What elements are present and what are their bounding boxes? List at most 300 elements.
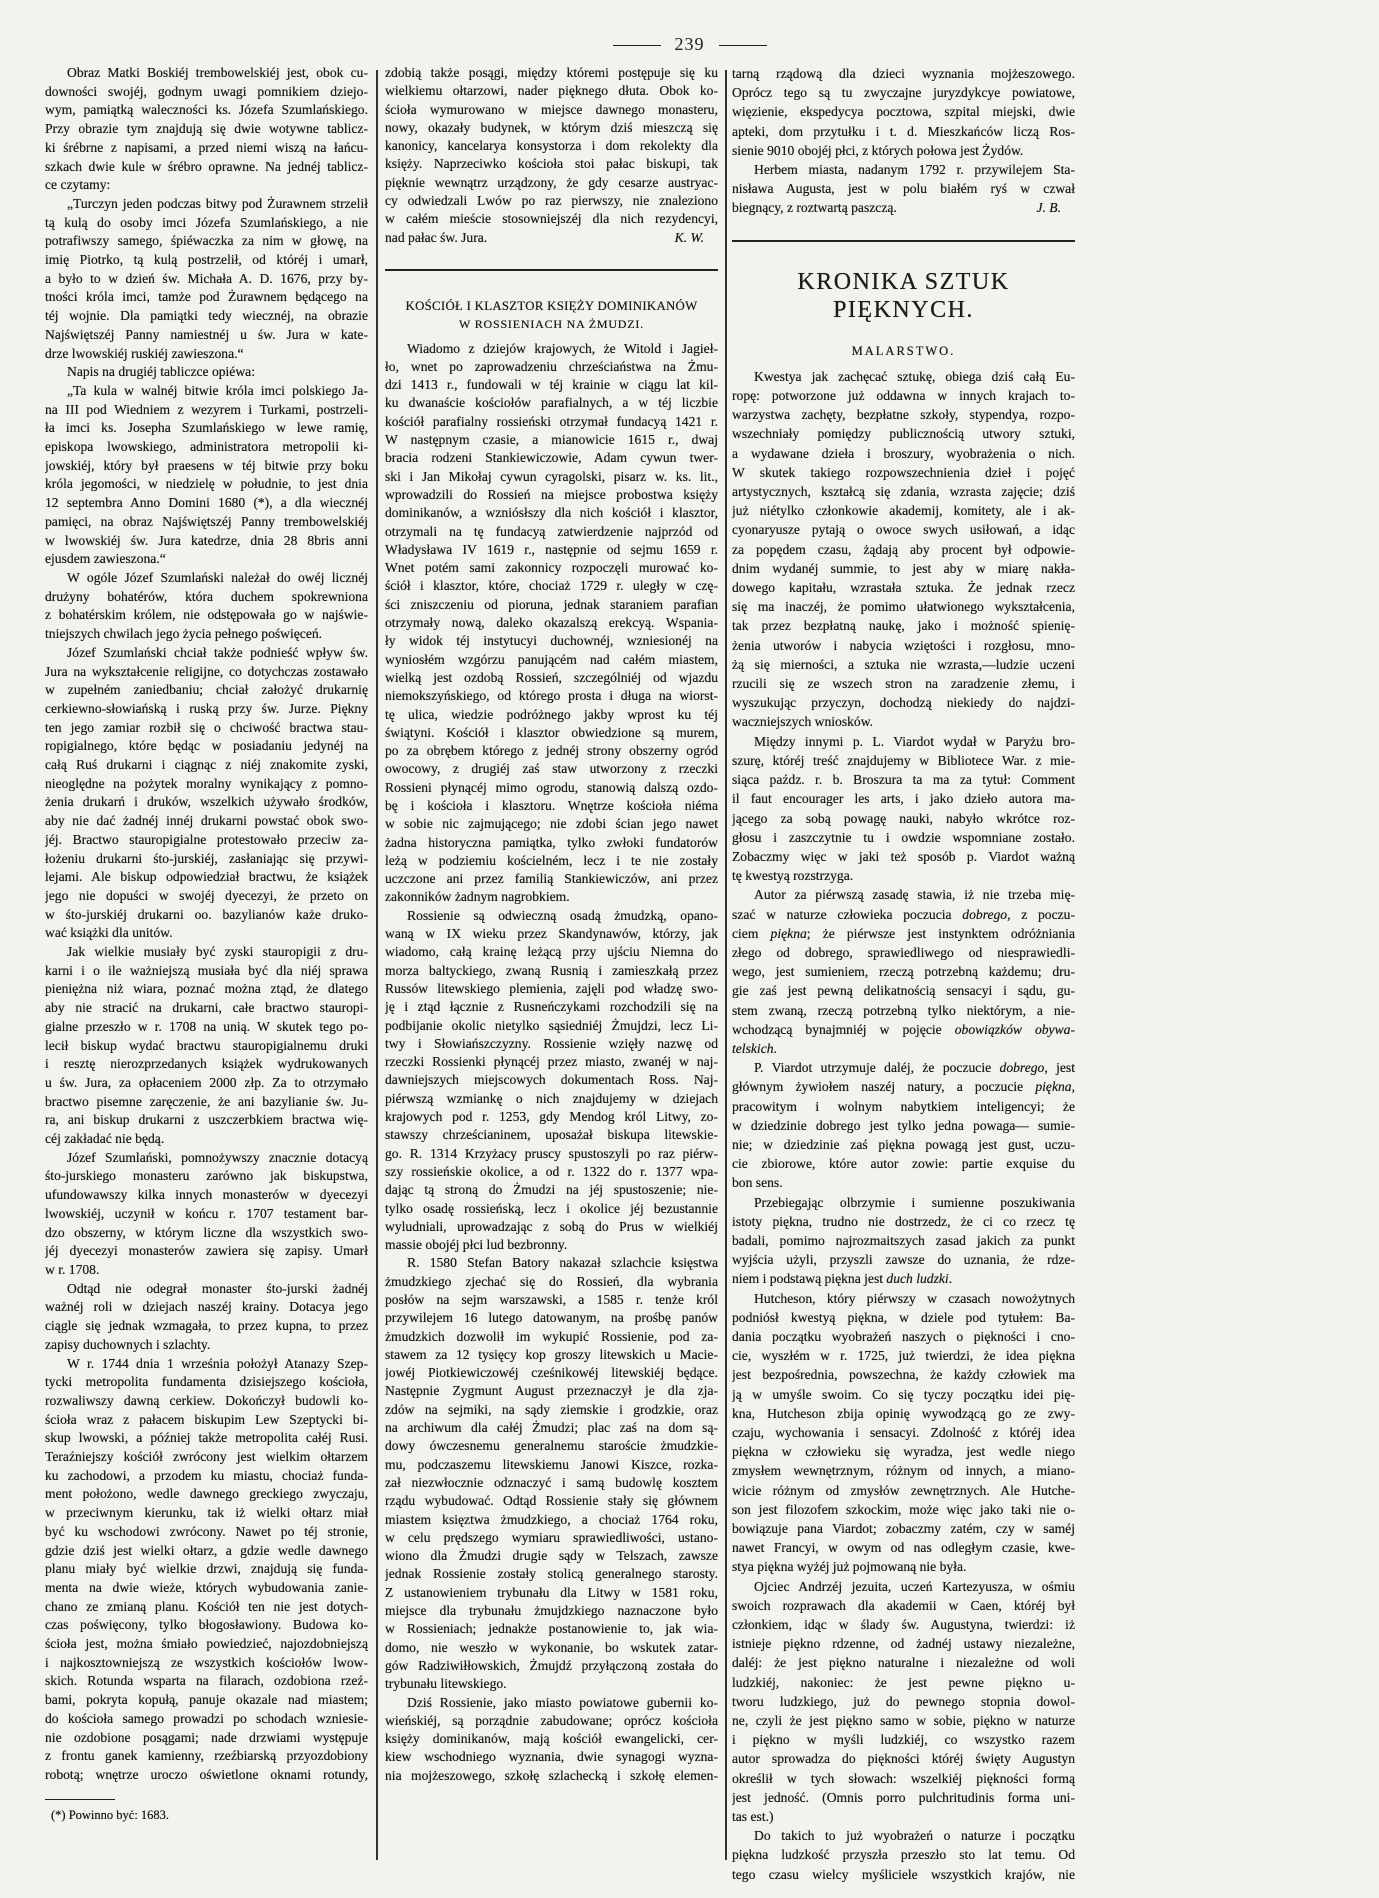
italic-text: dobrego [999, 1060, 1045, 1076]
text-line: ropę: potworzone już oddawna w innych krajach to- [732, 388, 1075, 404]
text-line: ciągle się jednak wzmagała, to przez kupna, to przez [45, 1318, 368, 1334]
text-line: Oprócz tego są tu zwyczajne juryzdykcye powiatowe, [732, 85, 1075, 101]
text-segment: nad pałac św. Jura. [385, 229, 488, 245]
text-line: gie zaś jest pewną delikatnością sensacyi i sądu, gu- [732, 983, 1075, 999]
text-line: cie, wyszłém w r. 1725, już twierdzi, że idea piękna [732, 1348, 1075, 1364]
text-line: wielkiemu ołtarzowi, nader pięknego dłuta. Obok ko- [385, 83, 718, 99]
text-line: skup lwowski, a później także metropolita całéj Rusi. [45, 1430, 368, 1446]
text-line: nieoględne na pożytek moralny wynikający z pomno- [45, 775, 368, 791]
text-line: mu, podczaszemu litewskiemu Janowi Kiszce, rozka- [385, 1456, 718, 1472]
paragraph [45, 644, 368, 943]
text-line: artystycznych, kształcą się zdania, wzrasta zajęcie; dziś [732, 484, 1075, 500]
text-line: warzystwa zachęty, bezpłatne szkoły, stypendya, rozpo- [732, 407, 1075, 423]
text-line: przywilejem 16 lutego datowanym, na prośbę panów [385, 1310, 718, 1326]
text-line: tę kwestyą rozstrzyga. [732, 868, 854, 884]
text-line: zał niezwłocznie odznaczyć i samą budowlę kosztem [385, 1474, 718, 1490]
text-line: W następnym czasie, a mianowicie 1615 r., dwaj [385, 432, 718, 448]
text-line: określił w tych słowach: wszelkiéj piękności formą [732, 1770, 1075, 1786]
footnote: (*) Powinno być: 1683. [51, 1807, 170, 1822]
text-line: dzi 1413 r., fundowali w téj krainie w ciągu lat kil- [385, 377, 718, 393]
text-line: i resztę nierozprzedanych książek wydrukowanych [45, 1056, 368, 1072]
text-line: otrzymali na tę fundacyą zatwierdzenie najprzód od [385, 523, 718, 539]
text-line: skich. Rotunda wsparta na filarach, ozdobiona rzeź- [45, 1673, 368, 1689]
text-line: planu miały być wielkie drzwi, znajdują się funda- [45, 1561, 368, 1577]
text-line: son jest filozofem szkockim, może więc jako taki nie o- [732, 1501, 1075, 1517]
paragraph [732, 1058, 1075, 1192]
text-line: piękna w człowieku się wyradza, jest wedle niego [732, 1444, 1075, 1460]
text-line: gdzie dziś jest wielki ołtarz, a gdzie wedle dawnego [45, 1542, 368, 1558]
text-line: Napis na drugiéj tabliczce opiéwa: [67, 364, 255, 380]
text-line: kanonicy, kancelarya konsystorza i dom rekolekty dla [385, 138, 718, 154]
text-line: wać książki dla unitów. [45, 925, 173, 941]
paragraph [45, 363, 368, 382]
text-line: „Ta kula w walnéj bitwie króla imci polskiego Ja- [67, 382, 368, 398]
text-line: członkiem, idąc w ślady św. Augustyna, twierdzi: iż [732, 1617, 1075, 1633]
text-line: cie zbiorowe, które autor zowie: partie exquise du [732, 1156, 1075, 1172]
text-line: tego czasu wielcy myśliciele wszystkich krajów, nie [732, 1866, 1075, 1882]
text-line: cy odwiedzali Lwów po raz pierwszy, nie znaleziono [385, 193, 718, 209]
text-line: wszechniały pomiędzy publicznością utwory sztuki, [732, 426, 1075, 442]
text-line: śto-jurskiego monasteru zarówno jak biskupstwa, [45, 1168, 368, 1184]
paragraph [732, 1193, 1075, 1289]
text-line: domo, nie weszło w wykonanie, bo wskutek zatar- [385, 1639, 718, 1655]
text-line: gów Radziwiłłowskich, Żmujdź przyłączoną została do [385, 1657, 718, 1673]
text-line: bę i kościoła i klasztoru. Wnętrze kościoła niéma [385, 797, 718, 813]
text-line: ski i Jan Mikołaj cywun cyragolski, pisarz w. ks. lit., [385, 468, 718, 484]
text-line: zmysłem wewnętrznym, różnym od innych, a miano- [732, 1463, 1075, 1479]
text-line: piękna ludzkość przyszła przeszło sto lat temu. Od [732, 1847, 1075, 1863]
text-line: aby nie stracić na drukarni, całe bractwo stauropi- [45, 1000, 368, 1016]
text-line: ludzkiéj, nakoniec: że jest pewne piękno u- [732, 1674, 1075, 1690]
text-line: w dziedzinie dobrego jest tylko jedna powaga— sumie- [732, 1117, 1075, 1133]
text-line: na archiwum dla całéj Żmudzi; plac zaś na dom są- [385, 1420, 718, 1436]
text-line: bami, pokryta kopułą, panuje okazale nad miastem; [45, 1692, 368, 1708]
text-line: jednak Rossienie zostały stolicą generalnego starosty. [385, 1566, 718, 1582]
text-line: łożeniu drukarni śto-jurskiéj, zasłaniając się przywi- [45, 850, 368, 866]
text-line: waną w IX wieku przez Skandynawów, którzy, jak [385, 926, 718, 942]
text-line [732, 1058, 1075, 1077]
text-line: żenia drukarń i druków, wszelkich używało środków, [45, 794, 368, 810]
text-line: dając tą stroną do Żmudzi na jéj spustoszenie; nie- [385, 1182, 718, 1198]
text-line [732, 1269, 1075, 1288]
text-line: księży. Naprzeciwko kościoła stoi pałac biskupi, tak [385, 156, 718, 172]
text-line: lwowskiéj, uczynił w końcu r. 1707 testament bar- [45, 1205, 368, 1221]
text-line: ufundowawszy kilka innych monasterów w dyecezyi [45, 1187, 368, 1203]
text-line: Do takich to już wyobrażeń o naturze i początku [754, 1828, 1075, 1844]
text-line: il faut encourager les arts, i jako dzieło autora ma- [732, 791, 1075, 807]
text-line: tę ulica, wiedzie podróżnego jakby wprost ku téj [385, 706, 718, 722]
page-number-dash-left [613, 45, 661, 46]
section-subtitle: MALARSTWO. [851, 343, 956, 358]
text-line: tylko osadę rossieńską, lecz i okolice jéj bezustannie [385, 1200, 718, 1216]
text-line: ne, czyli że jest piękno samo w sobie, piękno w naturze [732, 1713, 1075, 1729]
paragraph [45, 1280, 368, 1355]
text-line: drze lwowskiéj ruskiéj zawieszona.“ [45, 345, 244, 361]
text-line: siąca paźdz. r. b. Broszura ta ma za tytuł: Comment [732, 772, 1075, 788]
text-line: aby nie dać żadnéj innéj drukarni powstać obok swo- [45, 813, 368, 829]
column-divider [725, 70, 727, 1860]
text-line: ten jego zamiar rozbił się o chciwość bractwa stau- [45, 719, 368, 735]
text-line: w zupełném zaniedbaniu; chciał założyć drukarnię [45, 682, 368, 698]
paragraph [385, 1694, 718, 1785]
text-line: posłów na sejm warszawski, a 1585 r. tenże król [385, 1292, 718, 1307]
text-line: żą się mierności, a sztuka nie wzrasta,—ludzie uczeni [732, 656, 1075, 672]
text-line: tak przez bezpłatną naukę, jako i możność spienię- [732, 618, 1075, 634]
text-line: już niétylko członkowie akademij, komitety, ale i ak- [732, 503, 1075, 519]
text-line: jest jedność. (Omnis porro pulchritudinis forma uni- [732, 1789, 1075, 1805]
text-line: go. R. 1314 Krzyżacy pruscy spustoszyli po raz piérw- [385, 1145, 718, 1161]
text-line: ki śrébrne z napisami, a przed niemi wiszą na łańcu- [45, 139, 368, 155]
text-line: lejami. Ale biskup odpowiedział bractwu, że książek [45, 869, 368, 885]
page-number [0, 34, 1379, 55]
text-line: Z ustanowieniem trybunału dla Litwy w 1581 roku, [385, 1584, 718, 1600]
text-line [732, 1077, 1075, 1096]
text-line: ły widok téj instytucyi duchownéj, wzniesionéj na [385, 633, 718, 649]
text-line: Odtąd nie odegrał monaster śto-jurski żadnéj [67, 1280, 368, 1296]
text-line: ment położono, wedle dawnego greckiego zwyczaju, [45, 1486, 368, 1502]
text-line: stawszy chrześcianinem, uposażał biskupa litewskie- [385, 1127, 718, 1143]
text-line: robotą; wnętrze uroczo oświetlone oknami rotundy, [45, 1766, 368, 1782]
text-line: bon sens. [732, 1175, 783, 1191]
paragraph [385, 64, 718, 247]
text-line: rządu wybudować. Odtąd Rossienie stały się głównem [385, 1493, 718, 1509]
text-line: dowego kapitału, wzrastała sztuka. Że jednak rzecz [732, 580, 1075, 596]
text-line: kiew wschodniego wyznania, dwie synagogi wyzna- [385, 1749, 718, 1765]
text-line: pieniężna niż wiara, poznać można ztąd, że dlatego [45, 981, 368, 997]
text-line: żenia utworów i nabycia wziętości i rozgłosu, mno- [732, 637, 1075, 653]
text-line: wego, jest sumieniem, rzeczą potrzebną każdemu; dru- [732, 964, 1075, 980]
page-number-dash-right [719, 45, 767, 46]
text-line: kościół parafialny rossieński otrzymał fundacyą 1421 r. [385, 413, 718, 429]
text-line: nie ozdobione posągami; nade drzwiami występuje [45, 1729, 368, 1745]
italic-text: piękna [1035, 1079, 1072, 1095]
text-line: zdobią także posągi, między któremi postępuje się ku [385, 65, 718, 80]
text-line: Jak wielkie musiały być zyski stauropigii z dru- [67, 944, 368, 960]
text-line: morza baltyckiego, zwaną Rusnią i zamieszkałą przez [385, 962, 718, 978]
text-line: pięknie wewnątrz urządzony, że gdy cesarze austryac- [385, 174, 718, 190]
text-segment: szać w naturze człowieka poczucia [732, 906, 963, 922]
text-line: żmudzkich dozwolił im wykupić Rossienie, pod za- [385, 1328, 718, 1344]
text-line: ropigialnego, które będąc w posiadaniu jedynéj na [45, 738, 368, 754]
text-line: wiono dla Żmudzi drugie sądy w Telszach, zawsze [385, 1548, 718, 1564]
text-line: całą Ruś drukarni i ciągnąc z niéj znakomite zyski, [45, 757, 368, 773]
text-line: Obraz Matki Boskiéj trembowelskiéj jest, obok cu- [67, 65, 368, 80]
text-line: Hutcheson, który piérwszy w czasach nowożytnych [754, 1290, 1075, 1306]
text-segment: , [1071, 1079, 1075, 1095]
text-line: w celu prędszego wymiaru sprawiedliwości, ustano- [385, 1529, 718, 1545]
text-line: za popędem czasu, żądają aby procent był odpowie- [732, 541, 1075, 557]
column-1 [45, 64, 368, 1824]
text-line: lecił biskup wydać bractwu stauropigialnemu druki [45, 1037, 368, 1053]
article-subheading: W ROSSIENIACH NA ŻMUDZI. [459, 317, 644, 332]
text-line: pracowitym i wolnym nabytkiem inteligencyi; że [732, 1098, 1075, 1114]
text-line: 12 septembra Anno Domini 1680 (*), a dla wiecznéj [45, 495, 368, 511]
text-segment: , z poczu- [1007, 906, 1075, 922]
text-line: ściół i klasztor, które, chociaż 1729 r. uległy w czę- [385, 578, 718, 594]
text-line: dnim wydanéj summie, to jest aby w miarę nakła- [732, 560, 1075, 576]
text-line: Autor za piérwszą zasadę stawia, iż nie trzeba mię- [754, 887, 1075, 903]
text-line: i piękno w myśli ludzkiéj, co wszystko razem [732, 1732, 1075, 1748]
text-line: nia mojżeszowego, szkołę szlachecką i szkołę elemen- [385, 1767, 718, 1783]
text-line: u św. Jura, za opłaceniem 2000 złp. Za to otrzymało [45, 1074, 368, 1090]
text-line: ści zniszczeniu od pioruna, jednak staraniem parafian [385, 596, 718, 612]
text-line: a wydawane dzieła i broszury, wyobrażenia o nich. [732, 445, 1075, 461]
italic-text: duch ludzki [886, 1271, 949, 1287]
paragraph [45, 1355, 368, 1785]
text-line: Ojciec Andrzéj jezuita, uczeń Kartezyusza, w ośmiu [754, 1578, 1075, 1594]
text-line: Rossienie są odwieczną osadą żmudzką, opano- [407, 907, 718, 923]
text-line: Najświętszéj Panny namiestnéj u św. Jura w kate- [45, 326, 368, 342]
text-line: się ma inaczéj, że pomimo ułatwionego wykształcenia, [732, 599, 1075, 615]
text-line: rzucili się ze wszech stron na zaradzenie złemu, i [732, 676, 1075, 692]
text-line: dania początku wyobrażeń naszych o piękności i cno- [732, 1328, 1075, 1344]
text-line: zdów na sejmiki, na sądy ziemskie i grodzkie, oraz [385, 1401, 718, 1417]
section-title: KRONIKA SZTUK PIĘKNYCH. [797, 268, 1010, 323]
text-line: jest bezpośrednia, powszechna, że każdy człowiek ma [732, 1367, 1075, 1383]
text-line: Józef Szumlański chciał także podnieść wpływ św. [67, 644, 368, 660]
text-line: szkach dwie kule w śrébro oprawne. Na jednéj tablicz- [45, 158, 368, 174]
text-segment: ; że piérwsze jest instynktem odróżniania [806, 925, 1075, 941]
text-line: ła imci ks. Josepha Szumlańskiego w lewe ramię, [45, 420, 368, 436]
text-line: bractwo pisemne zaręczenie, że ani bazylianie św. Ju- [45, 1093, 368, 1109]
text-line: w lwowskiéj św. Jura katedrze, dnia 28 8bris anni [45, 532, 368, 548]
text-line: dawniejszych miejscowych dokumentach Ross. Naj- [385, 1072, 718, 1088]
text-line: Wiadomo z dziejów krajowych, że Witold i Jagieł- [407, 340, 718, 356]
text-line: Herbem miasta, nadanym 1792 r. przywilejem Sta- [754, 162, 1075, 178]
text-line: więzienie, ekspedycya pocztowa, szpital miejski, dwie [732, 104, 1075, 120]
text-line: téj wojnie. Dla pamiątki tedy wiecznéj, na obrazie [45, 308, 368, 324]
column-divider [376, 70, 378, 1860]
text-line: jowéj Piotkiewiczowéj cześnikowéj litewskiéj będące. [385, 1365, 718, 1381]
italic-text: obowiązków obywa- [954, 1021, 1075, 1037]
text-line: Zobaczmy więc w jaki też sposób p. Viardot ważną [732, 848, 1075, 864]
text-line: leżą w podziemiu kościelném, lecz i te nie zostały [385, 852, 718, 868]
text-line: Dziś Rossienie, jako miasto powiatowe gubernii ko- [407, 1694, 718, 1710]
article-heading: KOŚCIÓŁ I KLASZTOR KSIĘŻY DOMINIKANÓW [405, 298, 698, 313]
paragraph [45, 382, 368, 569]
italic-text: telskich [732, 1040, 774, 1056]
author-signature: K. W. [674, 229, 704, 245]
text-line: wiadomo, całą krainę leżącą przy ujściu Niemna do [385, 944, 718, 960]
text-line: owocowy, z drugiéj zaś staw utworzony z rzeczki [385, 761, 718, 777]
italic-text: piękna [770, 925, 807, 941]
page-number-text: 239 [674, 34, 705, 54]
text-line: wym, pamiątką waleczności ks. Józefa Szumlańskiego. [45, 102, 368, 118]
paragraph [385, 340, 718, 907]
text-line: żmudzkiego zjechać się do Rossień, dla wybrania [385, 1273, 718, 1289]
text-line: nisława Augusta, jest w polu białém ryś w czwał [732, 181, 1075, 197]
text-line: bracia rodzeni Stankiewiczowie, Adam cywun twer- [385, 450, 718, 466]
text-line: W r. 1744 dnia 1 września położył Atanazy Szep- [67, 1355, 368, 1371]
column-2 [385, 64, 718, 1785]
paragraph [385, 1254, 718, 1693]
text-line: rozwaliwszy dawną cerkiew. Dokończył budowli ko- [45, 1392, 368, 1408]
text-line: stya piękna wyżéj już pojmowaną nie była. [732, 1559, 967, 1575]
text-line: głosu i zaszczytnie tu i owdzie wspomniane zostało. [732, 829, 1075, 845]
text-line: tycki metropolita fundamenta dzisiejszego kościoła, [45, 1374, 368, 1390]
text-line: podbijanie okolic nietylko sąsiedniéj Żmujdzi, lecz Li- [385, 1017, 718, 1033]
text-line: miastem księztwa żmudzkiego, a chociaż 1764 roku, [385, 1511, 718, 1527]
text-line: piérwszą wzmiankę o nich znajdujemy w dziejach [385, 1090, 718, 1106]
text-segment: ciem [732, 925, 771, 941]
text-line: ją w umyśle swoim. Co się tyczy początku idei pię- [732, 1386, 1075, 1402]
text-line [732, 198, 1075, 217]
text-line: tas est.) [732, 1809, 774, 1825]
text-segment: P. Viardot utrzymuje daléj, że poczucie [754, 1060, 1000, 1076]
text-line: w przeciwnym kierunku, tak iż wielki ołtarz miał [45, 1505, 368, 1521]
section-divider [732, 240, 1075, 242]
text-segment: , jest [1044, 1060, 1075, 1076]
text-line [732, 924, 1075, 943]
text-line: ku zachodowi, a przodem ku miastu, chociaż funda- [45, 1467, 368, 1483]
text-line: Przebiegając olbrzymie i sumienne poszukiwania [754, 1194, 1075, 1210]
text-line: żadna historyczna pamiątka, tylko zwłoki fundatorów [385, 834, 718, 850]
text-line: w śto-jurskiéj drukarni oo. bazylianów każe druko- [45, 906, 368, 922]
text-line: swoich rozprawach dla akademii w Caen, któréj był [732, 1597, 1075, 1613]
text-line: „Turczyn jeden podczas bitwy pod Żurawnem strzelił [67, 195, 368, 211]
text-line: Rossieni płynącéj mimo ogrodu, stanowią dalszą ozdo- [385, 779, 718, 795]
text-line: badali, pomimo najrozmaitszych zasad jakich za punkt [732, 1232, 1075, 1248]
text-segment: . [773, 1040, 777, 1056]
text-line: króla jegomości, w niedzielę w południe, to jest dnia [45, 476, 368, 492]
paragraph [732, 1826, 1075, 1884]
text-line: tności króla imci, tamże pod Żurawnem będącego na [45, 289, 368, 305]
text-line: niemokszyńskiego, od którego prosta i długa na wiorst- [385, 688, 718, 704]
text-line: miejsce dla trybunału żmujdzkiego naznaczone było [385, 1603, 718, 1619]
text-line: wprowadzili do Rossień na miejsce probostwa księży [385, 486, 718, 502]
text-line: dowy ówczesnemu generalnemu staroście żmudzkie- [385, 1438, 718, 1454]
text-line: nie; w dziedzinie zaś piękna powagą jest gust, uczu- [732, 1136, 1075, 1152]
text-line: ważnéj roli w dziejach naszéj krainy. Dotacya jego [45, 1299, 368, 1315]
text-segment: wchodzącą bynajmniéj w pojęcie [732, 1021, 955, 1037]
text-line: bowiązuje pana Viardot; zobaczmy zatém, czy w saméj [732, 1521, 1075, 1537]
text-line: sienie 9010 obojéj płci, z których połowa jest Żydów. [732, 142, 1024, 158]
text-segment: biegnący, z roztwartą paszczą. [732, 200, 897, 216]
text-line: Józef Szumlański, pomnożywszy znacznie dotacyą [67, 1149, 368, 1165]
text-line: czaju, wychowania i sensacyi. Zdolność z któréj idea [732, 1425, 1075, 1440]
paragraph [45, 195, 368, 363]
text-line: krajowych pod r. 1253, gdy Mendog król Litwy, zo- [385, 1109, 718, 1125]
text-line: céj zakładać nie będą. [45, 1131, 165, 1147]
text-line: ło, wnet po zaprowadzeniu chrześciaństwa na Żmu- [385, 358, 718, 374]
text-line: Władysława IV 1619 r., następnie od sejmu 1659 r. [385, 541, 718, 557]
text-line: stem zwaną, rzeczą potrzebną tylko niektórym, a nie- [732, 1002, 1075, 1018]
text-line: w sobie nic zajmującego; nie zdobi ścian jego nawet [385, 816, 718, 832]
column-3 [732, 64, 1075, 1884]
text-line: Teraźniejszy kościół zwrócony jest wielkim ołtarzem [45, 1449, 368, 1465]
paragraph [45, 943, 368, 1149]
text-line: zapisy duchownych i szlachty. [45, 1336, 211, 1352]
text-line: być ku wschodowi zwrócony. Nawet po téj stronie, [45, 1523, 368, 1539]
text-line: otrzymały nową, daleko okazalszą erekcyą. Wspania- [385, 615, 718, 631]
paragraph [732, 1577, 1075, 1827]
text-line: ścioła wymurowano w miejsce dawnego monasteru, [385, 101, 718, 117]
text-line: zakonników żadnym nagrobkiem. [385, 889, 570, 905]
text-line: Russów litewskiego plemienia, zajęli pod władzę swo- [385, 980, 718, 996]
text-line: ścioła wraz z pałacem biskupim Lew Szeptycki bi- [45, 1411, 368, 1427]
text-line: karni i o ile ważniejszą musiała być dla niéj sprawa [45, 962, 368, 978]
text-line: nawet Francyi, w owym od nas odległym czasie, kwe- [732, 1540, 1075, 1556]
footnote-divider [45, 1799, 115, 1800]
text-line: pamięci, na obraz Najświętszéj Panny trembowelskiéj [45, 513, 368, 529]
text-line: tworu ludzkiego, już do pewnego stopnia dowol- [732, 1693, 1075, 1709]
text-line: w r. 1708. [45, 1262, 100, 1277]
text-line: menta na dwie wieże, których wybudowania zanie- [45, 1579, 368, 1595]
paragraph [45, 1149, 368, 1280]
text-line: a było to w dzień św. Michała A. D. 1676, przy by- [45, 270, 368, 286]
text-line: jéj. Bractwo stauropigialne protestowało przeciw za- [45, 831, 368, 847]
text-line: drużyny bohatérów, która duchem spokrewniona [45, 588, 368, 604]
text-line: dzo obszerny, w którym liczne dla wszystkich swo- [45, 1224, 368, 1240]
text-line: Jura na wykształcenie religijne, co dotychczas zostawało [45, 663, 368, 679]
text-line: wicie różnym od zmysłów zewnętrznych. Ale Hutche- [732, 1482, 1075, 1498]
text-line: jowskiéj, który był praesens w téj bitwie przy boku [45, 457, 368, 473]
text-line: Przy obrazie tym znajdują się dwie wotywne tablicz- [45, 121, 368, 137]
text-line: jego nie dopuści w swojéj dyecezyi, że przeto on [45, 887, 368, 903]
text-line [732, 1020, 1075, 1039]
paragraph [732, 732, 1075, 886]
paragraph [45, 64, 368, 195]
text-line: do kościoła samego prowadzi po schodach wzniesie- [45, 1710, 368, 1726]
text-line: nowy, okazały budynek, w którym dziś mieszczą się [385, 119, 718, 135]
text-line: stawem za 12 tysięcy kop groszy litewskich u Macie- [385, 1346, 718, 1362]
text-line: Następnie Zygmunt August przeznaczył je dla zja- [385, 1383, 718, 1399]
text-line: istoty piękna, trudno nie dostrzedz, że ci co rzecz tę [732, 1213, 1075, 1229]
text-line: cyonaryusze pytają o owoce swych usiłowań, a idąc [732, 522, 1075, 538]
text-segment: głównym żywiołem naszéj natury, a poczucie [732, 1079, 1036, 1095]
text-line: tarną rządową dla dzieci wyznania mojżeszowego. [732, 66, 1075, 81]
text-line: szy rossieńskie okolice, a od r. 1322 do r. 1377 wpa- [385, 1163, 718, 1179]
text-line: ję i ztąd łącznie z Rusneńczykami rozchodzili się na [385, 999, 718, 1015]
italic-text: dobrego [962, 906, 1008, 922]
text-line: z frontu ganek kamienny, rzeźbiarską przyozdobiony [45, 1748, 368, 1764]
text-line: rzeczki Rossienki płynącéj przez miasto, zwanéj w naj- [385, 1054, 718, 1070]
section-divider [385, 269, 718, 271]
text-line: jéj dyecezyi monasterów zawiera się zapisy. Umarł [45, 1243, 368, 1259]
author-signature: J. B. [1036, 200, 1061, 216]
paragraph [385, 907, 718, 1255]
text-line: chano ze zmianą planu. Kościół ten nie jest dotych- [45, 1598, 368, 1614]
text-line: wieńskiéj, są porządnie zabudowane; oprócz kościoła [385, 1712, 718, 1728]
text-line: trybunału litewskiego. [385, 1676, 507, 1692]
text-line: wyludniali, uprowadzając z sobą do Prus w wielkiéj [385, 1218, 718, 1234]
text-line: po za obrębem którego z jednéj strony obszerny ogród [385, 743, 718, 759]
text-line: wyniosłém wzgórzu panującém nad całém miastem, [385, 651, 718, 667]
text-line: tniejszych chwilach jego życia pełnego poświęceń. [45, 626, 323, 642]
text-line: W ogóle Józef Szumlański należał do owéj licznéj [67, 569, 368, 585]
text-line: imię Piotrko, tą kulą postrzelił, od któréj i umarł, [45, 252, 368, 268]
text-line: w Rossieniach; jednakże postanowienie to, jak wia- [385, 1621, 718, 1637]
text-line: episkopa lwowskiego, administratora metropolii ki- [45, 439, 368, 455]
text-line: W skutek takiego rozpowszechnienia dzieł i pojęć [732, 464, 1075, 480]
text-line: ejusdem zawieszona.“ [45, 551, 166, 567]
text-line: złego od dobrego, sprawiedliwego od niesprawiedli- [732, 944, 1075, 960]
text-line: ra, ani biskup drukarni z uszczerbkiem bractwa wię- [45, 1112, 368, 1128]
text-line: autor sprowadza do piękności któréj święty Augustyn [732, 1751, 1075, 1767]
text-segment: niem i podstawą piękna jest [732, 1271, 887, 1287]
text-line: Między innymi p. L. Viardot wydał w Paryżu bro- [754, 733, 1075, 749]
text-line: downości swojéj, godnym uwagi pomnikiem dziejo- [45, 83, 368, 99]
text-line: massie obojéj płci lud bezbronny. [385, 1237, 568, 1253]
paragraph [732, 885, 1075, 1058]
text-line: daléj: że jest piękno naturalne i niezależne od woli [732, 1655, 1075, 1671]
paragraph [732, 1289, 1075, 1577]
text-line: wielką jest ozdobą Rossień, szczególniéj od wjazdu [385, 669, 718, 685]
text-line: uczczone ani przez familią Stankiewiczów, ani przez [385, 871, 718, 887]
paragraph [732, 160, 1075, 218]
text-line: ścioła jest, można śmiało powiedzieć, najozdobniejszą [45, 1636, 368, 1652]
text-line [732, 905, 1075, 924]
